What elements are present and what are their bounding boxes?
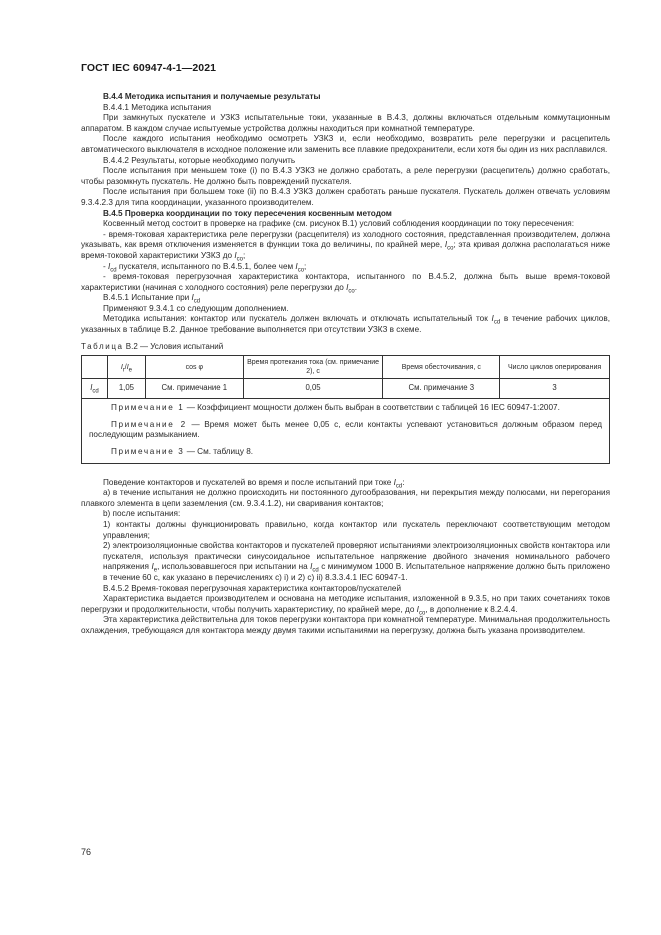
page-content bbox=[81, 92, 610, 637]
section-b45-title: В.4.5 Проверка координации по току пересечения косвенным методом bbox=[103, 208, 392, 218]
list-item-b: b) после испытания: bbox=[103, 509, 181, 519]
list-item-relay-characteristic: - время-токовая характеристика реле перегрузки (расцепителя) из холодного состояния, представленная производителем, должна указывать, как время отключения изменяется в функции тока до величины, по крайней мере, $I_{co}$; эта кривая должна располагаться ниже время-токовой характеристики УЗКЗ до $I_{co}$; bbox=[81, 229, 611, 263]
paragraph-lower-current: После испытания при меньшем токе (i) по В.4.3 УЗКЗ не должно сработать, а реле перегрузки (расцепитель) должно сработать, чтобы разомкнуть пускатель. Не должно быть повреждений пускателя. bbox=[81, 166, 610, 186]
cell-ratio: 1,05 bbox=[107, 379, 145, 399]
table-header-row bbox=[82, 356, 610, 379]
cell-cycles: 3 bbox=[500, 379, 610, 399]
paragraph-apply-clause: Применяют 9.3.4.1 со следующим дополнением. bbox=[103, 303, 289, 313]
test-conditions-table bbox=[81, 355, 610, 463]
paragraph-behavior: Поведение контакторов и пускателей во время и после испытаний при токе $I_{cd}$: bbox=[103, 477, 405, 490]
header-cos-phi: cos φ bbox=[145, 356, 243, 379]
paragraph-after-test: После каждого испытания необходимо осмотреть УЗКЗ и, если необходимо, возвратить реле перегрузки и расцепитель автоматического выключателя в исходное положение или заменить все плавкие предохранители, если хотя бы один из них расплавился. bbox=[81, 134, 610, 154]
list-item-b1: 1) контакты должны функционировать правильно, когда контактор или пускатель переключают соответствующим методом управления; bbox=[103, 520, 610, 540]
note-1: Примечание 1 — Коэффициент мощности должен быть выбран в соответствии с таблицей 16 IEC 60947-1:2007. bbox=[111, 403, 560, 413]
header-ratio: $I_r/I_e$ bbox=[107, 356, 145, 379]
standard-header: ГОСТ IEC 60947-4-1—2021 bbox=[81, 62, 217, 74]
header-empty bbox=[82, 356, 108, 379]
paragraph-test-procedure: При замкнутых пускателе и УЗКЗ испытательные токи, указанные в В.4.3, должны включаться отдельным коммутационным аппаратом. В каждом случае испытуемые устройства должны находиться при комнатной температуре. bbox=[81, 113, 610, 133]
list-item-b2: 2) электроизоляционные свойства контакторов и пускателей проверяют испытаниями электроизоляционных свойств контактора или пускателя, используя практически синусоидальное испытательное напряжение двойного значения номинального рабочего напряжения $I_e$, использовавшегося при испытании на $I_{cd}$ с минимумом 1000 В. Испытательное напряжение должно быть приложено в течение 60 с, как указано в перечислениях c) i) и 2) c) ii) 8.3.3.4.1 IEC 60947-1. bbox=[103, 541, 610, 582]
list-item-a: a) в течение испытания не должно происходить ни постоянного дугообразования, ни перекрытия между полюсами, ни перегорания плавкого элемента в цепи заземления (см. 9.3.4.1.2), ни сваривания контактов; bbox=[81, 488, 610, 508]
header-flow-time: Время протекания тока (см. примечание 2), с bbox=[243, 356, 383, 379]
note-2: Примечание 2 — Время может быть менее 0,05 с, если контакты успевают установиться должным образом перед последующим размыканием. bbox=[89, 419, 602, 440]
section-b451-title: В.4.5.1 Испытание при $I_{cd}$ bbox=[103, 293, 201, 305]
cell-cos: См. примечание 1 bbox=[145, 379, 243, 399]
table-notes-row bbox=[82, 399, 610, 463]
section-b442-title: В.4.4.2 Результаты, которые необходимо получить bbox=[103, 155, 296, 165]
cell-off: См. примечание 3 bbox=[383, 379, 500, 399]
header-cycles: Число циклов оперирования bbox=[500, 356, 610, 379]
paragraph-characteristic: Характеристика выдается производителем и основана на методике испытания, изложенной в 9.3.5, но при таких сочетаниях токов перегрузки и продолжительности, чтобы получить характеристику, по крайней мере, до $I_{co}$, в дополнение к 8.2.4.4. bbox=[81, 594, 610, 617]
paragraph-higher-current: После испытания при большем токе (ii) по В.4.3 УЗКЗ должен сработать раньше пускателя. Пускатель должен отвечать условиям 9.3.4.2.3 для типа координации, указанного производителем. bbox=[81, 187, 610, 207]
table-notes bbox=[82, 399, 610, 463]
table-row bbox=[82, 379, 610, 399]
section-b452-title: В.4.5.2 Время-токовая перегрузочная характеристика контакторов/пускателей bbox=[103, 583, 402, 593]
list-item-icd-condition: - $I_{cd}$ пускателя, испытанного по В.4.5.1, более чем $I_{co}$; bbox=[103, 261, 307, 274]
note-3: Примечание 3 — См. таблицу 8. bbox=[111, 447, 254, 457]
list-item-contactor-characteristic: - время-токовая перегрузочная характеристика контактора, испытанного по В.4.5.2, должна быть выше время-токовой характеристики (начиная с холодного состояния) реле перегрузки до $I_{co}$. bbox=[81, 272, 610, 295]
table-caption: Таблица В.2 — Условия испытаний bbox=[81, 341, 224, 351]
cell-flow: 0,05 bbox=[243, 379, 383, 399]
paragraph-validity: Эта характеристика действительна для токов перегрузки контактора при комнатной температуре. Минимальная продолжительность охлаждения, требующаяся для контактора между двумя такими испытаниями на перегрузку, должна быть указана производителем. bbox=[81, 615, 610, 635]
paragraph-indirect-method: Косвенный метод состоит в проверке на графике (см. рисунок В.1) условий соблюдения координации по току пересечения: bbox=[103, 219, 574, 229]
section-b441-title: В.4.4.1 Методика испытания bbox=[103, 102, 212, 112]
header-off-time: Время обесточивания, с bbox=[383, 356, 500, 379]
paragraph-test-method: Методика испытания: контактор или пускатель должен включать и отключать испытательный ток $I_{cd}$ в течение рабочих циклов, указанных в таблице В.2. Данное требование выполняется при отсутствии УЗКЗ в схеме. bbox=[81, 314, 610, 335]
cell-symbol: $I_{cd}$ bbox=[82, 379, 108, 399]
section-b44-title: В.4.4 Методика испытания и получаемые результаты bbox=[103, 92, 321, 101]
page-number: 76 bbox=[81, 847, 92, 857]
